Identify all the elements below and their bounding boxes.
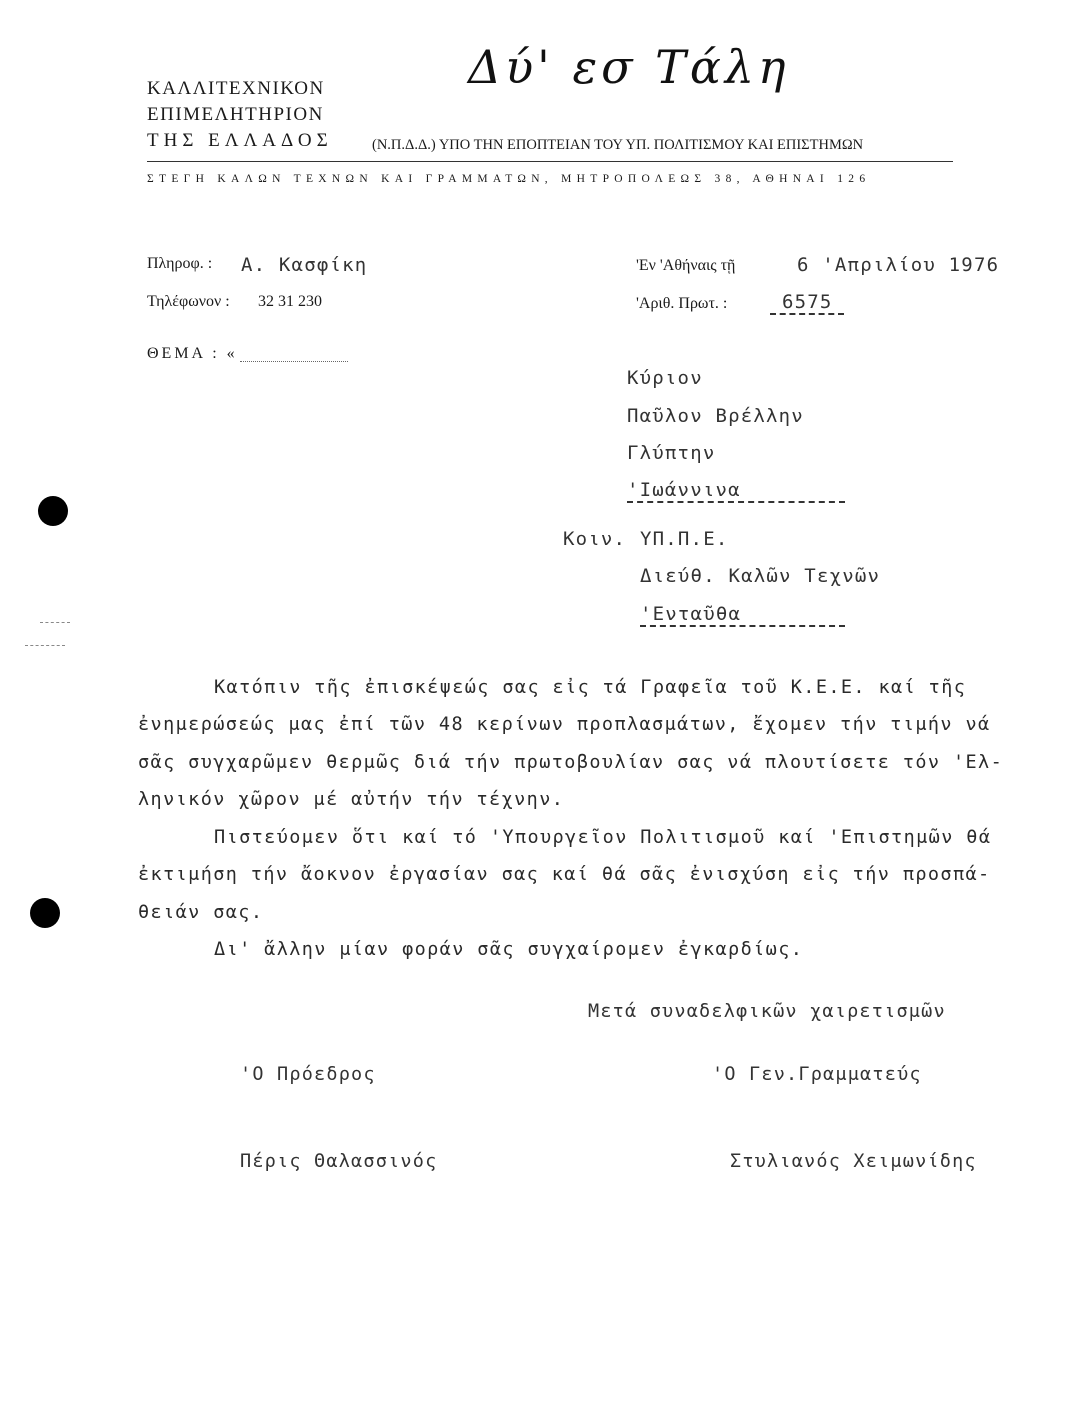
body-line: ληνικόν χῶρον μέ αὐτήν τήν τέχνην.: [138, 789, 565, 810]
president-title: 'Ο Πρόεδρος: [240, 1064, 376, 1085]
protocol-value: 6575: [770, 291, 844, 315]
protocol-label: 'Αριθ. Πρωτ. :: [636, 295, 728, 312]
address-line: ΣΤΕΓΗ ΚΑΛΩΝ ΤΕΧΝΩΝ ΚΑΙ ΓΡΑΜΜΑΤΩΝ, ΜΗΤΡΟΠΟΛΕΩΣ 38, ΑΘΗΝΑΙ 126: [147, 173, 871, 185]
president-name: Πέρις Θαλασσινός: [240, 1151, 438, 1172]
recipient-salutation: Κύριον: [627, 367, 703, 389]
closing-greeting: Μετά συναδελφικῶν χαιρετισμῶν: [588, 1001, 946, 1022]
supervision-line: (Ν.Π.Δ.Δ.) ΥΠΟ ΤΗΝ ΕΠΟΠΤΕΙΑΝ ΤΟΥ ΥΠ. ΠΟΛΙΤΙΣΜΟΥ ΚΑΙ ΕΠΙΣΤΗΜΩΝ: [372, 137, 864, 153]
body-line: Δι' ἄλλην μίαν φοράν σᾶς συγχαίρομεν ἐγκαρδίως.: [214, 939, 804, 960]
recipient-city: 'Ιωάννινα: [627, 479, 845, 503]
margin-mark: [25, 645, 65, 647]
body-line: Κατόπιν τῆς ἐπισκέψεώς σας εἰς τά Γραφεῖα τοῦ Κ.Ε.Ε. καί τῆς: [214, 677, 967, 698]
secretary-name: Στυλιανός Χειμωνίδης: [730, 1151, 977, 1172]
body-line: ἐνημερώσεώς μας ἐπί τῶν 48 κερίνων προπλασμάτων, ἔχομεν τήν τιμήν νά: [138, 714, 991, 735]
body-line: Πιστεύομεν ὅτι καί τό 'Υπουργεῖον Πολιτισμοῦ καί 'Επιστημῶν θά: [214, 827, 992, 848]
org-name-line3: ΤΗΣ ΕΛΛΑΔΟΣ: [147, 130, 333, 151]
margin-mark: [40, 622, 70, 624]
copy-to-location: 'Ενταῦθα: [640, 603, 845, 627]
subject-label: ΘΕΜΑ : «: [147, 345, 238, 362]
date-value: 6 'Απριλίου 1976: [797, 254, 1000, 276]
phone-value: 32 31 230: [258, 293, 322, 310]
recipient-name: Παῦλον Βρέλλην: [627, 405, 804, 427]
punch-hole-top: [38, 496, 68, 526]
org-name-line1: ΚΑΛΛΙΤΕΧΝΙΚΟΝ: [147, 78, 325, 99]
info-label: Πληροφ. :: [147, 255, 213, 272]
letterhead-divider: [147, 161, 953, 162]
secretary-title: 'Ο Γεν.Γραμματεύς: [712, 1064, 922, 1085]
punch-hole-bottom: [30, 898, 60, 928]
copy-to-ministry: ΥΠ.Π.Ε.: [640, 528, 729, 550]
body-line: ἐκτιμήση τήν ἄοκνον ἐργασίαν σας καί θά σᾶς ἐνισχύση εἰς τήν προσπά-: [138, 864, 991, 885]
body-line: θειάν σας.: [138, 902, 264, 923]
handwritten-note: Δύ' εσ Τάλη: [468, 40, 790, 94]
body-line: σᾶς συγχαρῶμεν θερμῶς διά τήν πρωτοβουλίαν σας νά πλουτίσετε τόν 'Ελ-: [138, 752, 1004, 773]
copy-to-label: Κοιν.: [563, 528, 627, 550]
phone-label: Τηλέφωνον :: [147, 293, 230, 310]
recipient-profession: Γλύπτην: [627, 442, 716, 464]
copy-to-directorate: Διεύθ. Καλῶν Τεχνῶν: [640, 565, 881, 587]
org-name-line2: ΕΠΙΜΕΛΗΤΗΡΙΟΝ: [147, 104, 324, 125]
subject-dotted-line: [240, 361, 348, 362]
date-label: 'Εν 'Αθήναις τῇ: [636, 257, 736, 274]
info-value: Α. Κασφίκη: [241, 254, 368, 276]
